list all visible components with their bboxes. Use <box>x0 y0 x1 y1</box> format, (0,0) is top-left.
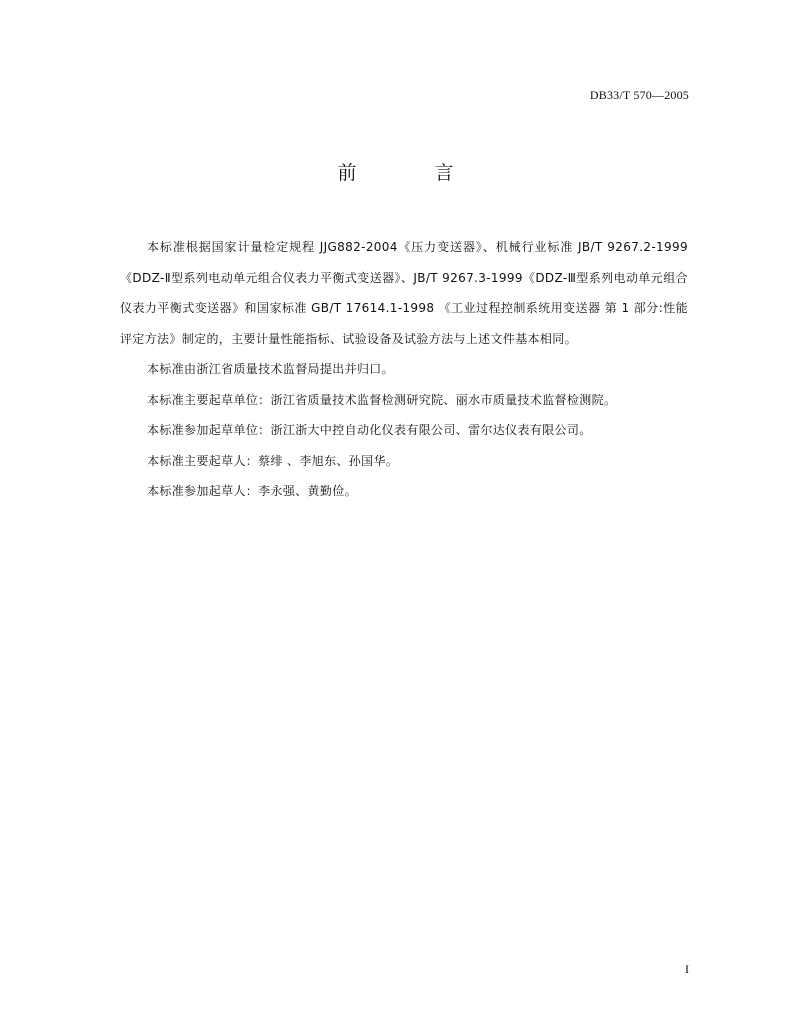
paragraph-participating-drafters: 本标准参加起草人：李永强、黄勤俭。 <box>147 484 357 498</box>
page-number: I <box>685 962 689 976</box>
body-content <box>120 232 688 507</box>
standard-code: DB33/T 570—2005 <box>589 88 689 102</box>
section-title: 前 言 <box>337 162 490 184</box>
paragraph-basis: 本标准根据国家计量检定规程 JJG882-2004《压力变送器》、机械行业标准 JB/T 9267.2-1999《DDZ-Ⅱ型系列电动单元组合仪表力平衡式变送器》、JB/T 9267.3-1999《DDZ-Ⅲ型系列电动单元组合仪表力平衡式变送器》和国家标准 GB/T 17614.1-1998 《工业过程控制系统用变送器 第 1 部分:性能评定方法》制定的，主要计量性能指标、试验设备及试验方法与上述文件基本相同。 <box>120 240 688 346</box>
paragraph-participating-drafting-units: 本标准参加起草单位：浙江浙大中控自动化仪表有限公司、雷尔达仪表有限公司。 <box>147 423 592 437</box>
paragraph-main-drafting-units: 本标准主要起草单位：浙江省质量技术监督检测研究院、丽水市质量技术监督检测院。 <box>147 392 617 407</box>
paragraph-main-drafters: 本标准主要起草人：蔡绯 、李旭东、孙国华。 <box>147 453 399 468</box>
paragraph-proposer: 本标准由浙江省质量技术监督局提出并归口。 <box>147 362 395 376</box>
